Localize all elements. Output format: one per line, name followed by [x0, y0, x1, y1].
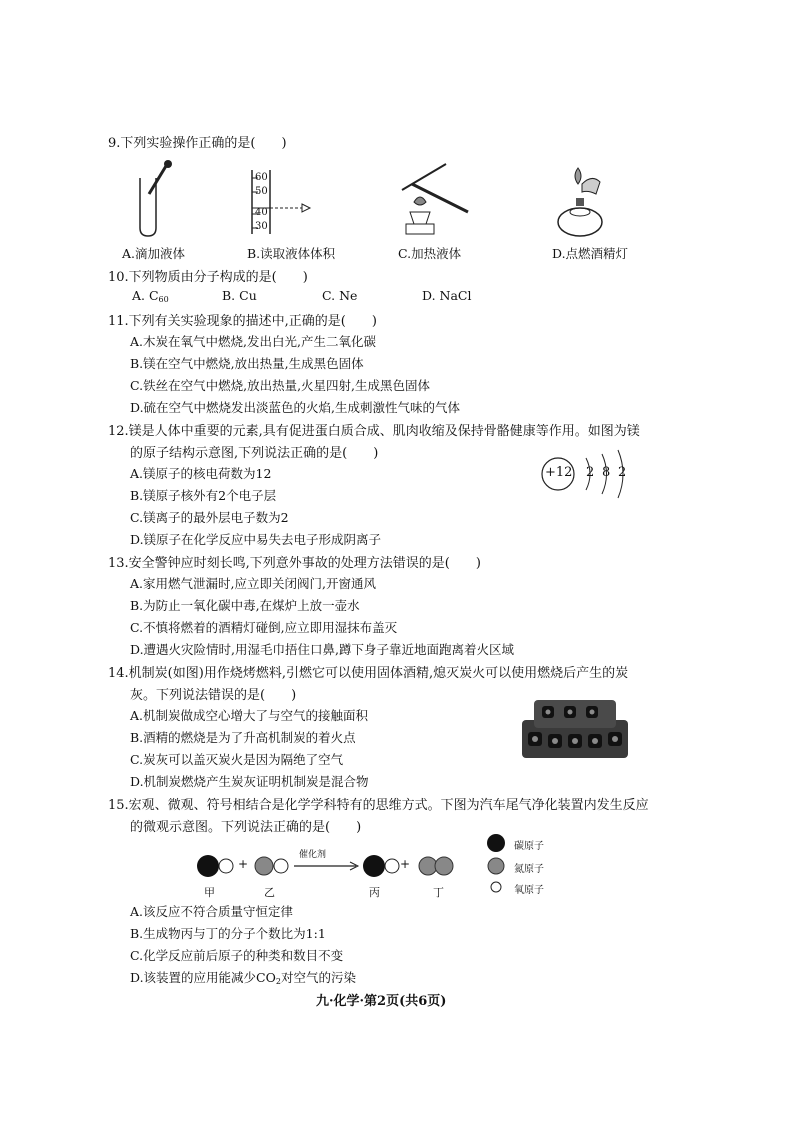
legend-carbon: 碳原子 — [514, 841, 544, 852]
q14-option-d: D.机制炭燃烧产生炭灰证明机制炭是混合物 — [130, 774, 369, 789]
q10-option-a: A. $C_{60}$ — [132, 288, 169, 304]
plus-sign-1: + — [238, 857, 249, 871]
q15-stem-line1: 15.宏观、微观、符号相结合是化学学科特有的思维方式。下图为汽车尾气净化装置内发生反应 — [108, 798, 649, 813]
q12-option-c: C.镁离子的最外层电子数为2 — [130, 510, 289, 525]
label-bing: 丙 — [369, 886, 380, 899]
q14-option-b: B.酒精的燃烧是为了升高机制炭的着火点 — [130, 730, 356, 745]
q14-stem-line1: 14.机制炭(如图)用作烧烤燃料,引燃它可以使用固体酒精,熄灭炭火可以使用燃烧后产生的炭 — [108, 666, 629, 681]
q10-option-d: D. NaCl — [422, 288, 472, 303]
q14-option-a: A.机制炭做成空心增大了与空气的接触面积 — [130, 708, 369, 723]
tick-label-40: 40 — [255, 207, 268, 218]
q13-option-d: D.遭遇火灾险情时,用湿毛巾捂住口鼻,蹲下身子靠近地面跑离着火区域 — [130, 642, 514, 657]
legend-oxygen: 氧原子 — [514, 885, 544, 896]
q10-option-c: C. Ne — [322, 288, 358, 303]
q12-stem-line2: 的原子结构示意图,下列说法正确的是( ) — [130, 446, 379, 461]
q15-option-b: B.生成物丙与丁的分子个数比为1:1 — [130, 926, 326, 941]
q9-option-b: B.读取液体体积 — [247, 246, 336, 261]
dropper-test-tube-illustration — [130, 160, 190, 240]
q12-stem-line1: 12.镁是人体中重要的元素,具有促进蛋白质合成、肌肉收缩及保持骨骼健康等作用。如图为镁 — [108, 424, 640, 439]
shell-1-electrons: 2 — [586, 465, 595, 480]
q14-stem-line2: 灰。下列说法错误的是( ) — [130, 688, 297, 703]
q14-option-c: C.炭灰可以盖灭炭火是因为隔绝了空气 — [130, 752, 344, 767]
tick-label-50: 50 — [255, 186, 268, 197]
charcoal-briquettes-picture — [520, 690, 630, 760]
label-jia: 甲 — [204, 886, 215, 899]
alcohol-lamp-illustration — [548, 164, 608, 238]
q15-option-c: C.化学反应前后原子的种类和数目不变 — [130, 948, 344, 963]
q11-stem: 11.下列有关实验现象的描述中,正确的是( ) — [108, 314, 377, 329]
q11-option-d: D.硫在空气中燃烧发出淡蓝色的火焰,生成刺激性气味的气体 — [130, 400, 461, 415]
tick-label-30: 30 — [255, 221, 268, 232]
heating-liquid-illustration — [398, 162, 478, 238]
atom-legend-icons — [484, 834, 508, 894]
q12-option-d: D.镁原子在化学反应中易失去电子形成阴离子 — [130, 532, 382, 547]
tick-label-60: 60 — [255, 172, 268, 183]
catalyst-label: 催化剂 — [299, 850, 327, 860]
legend-nitrogen: 氮原子 — [514, 864, 544, 875]
q11-option-c: C.铁丝在空气中燃烧,放出热量,火星四射,生成黑色固体 — [130, 378, 431, 393]
q15-option-a: A.该反应不符合质量守恒定律 — [130, 904, 294, 919]
reaction-diagram — [190, 850, 470, 882]
q9-option-a: A.滴加液体 — [122, 246, 186, 261]
q9-option-c: C.加热液体 — [398, 246, 462, 261]
q11-option-a: A.木炭在氧气中燃烧,发出白光,产生二氧化碳 — [130, 334, 376, 349]
q9-option-d: D.点燃酒精灯 — [552, 246, 629, 261]
q12-option-b: B.镁原子核外有2个电子层 — [130, 488, 277, 503]
q15-stem-line2: 的微观示意图。下列说法正确的是( ) — [130, 820, 362, 835]
q15-option-d: D.该装置的应用能减少CO2对空气的污染 — [130, 970, 356, 986]
q13-stem: 13.安全警钟应时刻长鸣,下列意外事故的处理方法错误的是( ) — [108, 556, 481, 571]
shell-2-electrons: 8 — [602, 465, 611, 480]
q12-option-a: A.镁原子的核电荷数为12 — [130, 466, 272, 481]
plus-sign-2: + — [400, 857, 411, 871]
page-footer: 九·化学·第2页(共6页) — [316, 994, 447, 1009]
q10-stem: 10.下列物质由分子构成的是( ) — [108, 270, 308, 285]
q13-option-a: A.家用燃气泄漏时,应立即关闭阀门,开窗通风 — [130, 576, 376, 591]
shell-3-electrons: 2 — [618, 465, 627, 480]
q11-option-b: B.镁在空气中燃烧,放出热量,生成黑色固体 — [130, 356, 364, 371]
q13-option-c: C.不慎将燃着的酒精灯碰倒,应立即用湿抹布盖灭 — [130, 620, 398, 635]
nucleus-charge: +12 — [545, 465, 573, 480]
q10-option-b: B. Cu — [222, 288, 257, 303]
label-yi: 乙 — [264, 886, 275, 899]
q13-option-b: B.为防止一氧化碳中毒,在煤炉上放一壶水 — [130, 598, 360, 613]
label-ding: 丁 — [433, 886, 444, 899]
q9-stem: 9.下列实验操作正确的是( ) — [108, 136, 287, 151]
